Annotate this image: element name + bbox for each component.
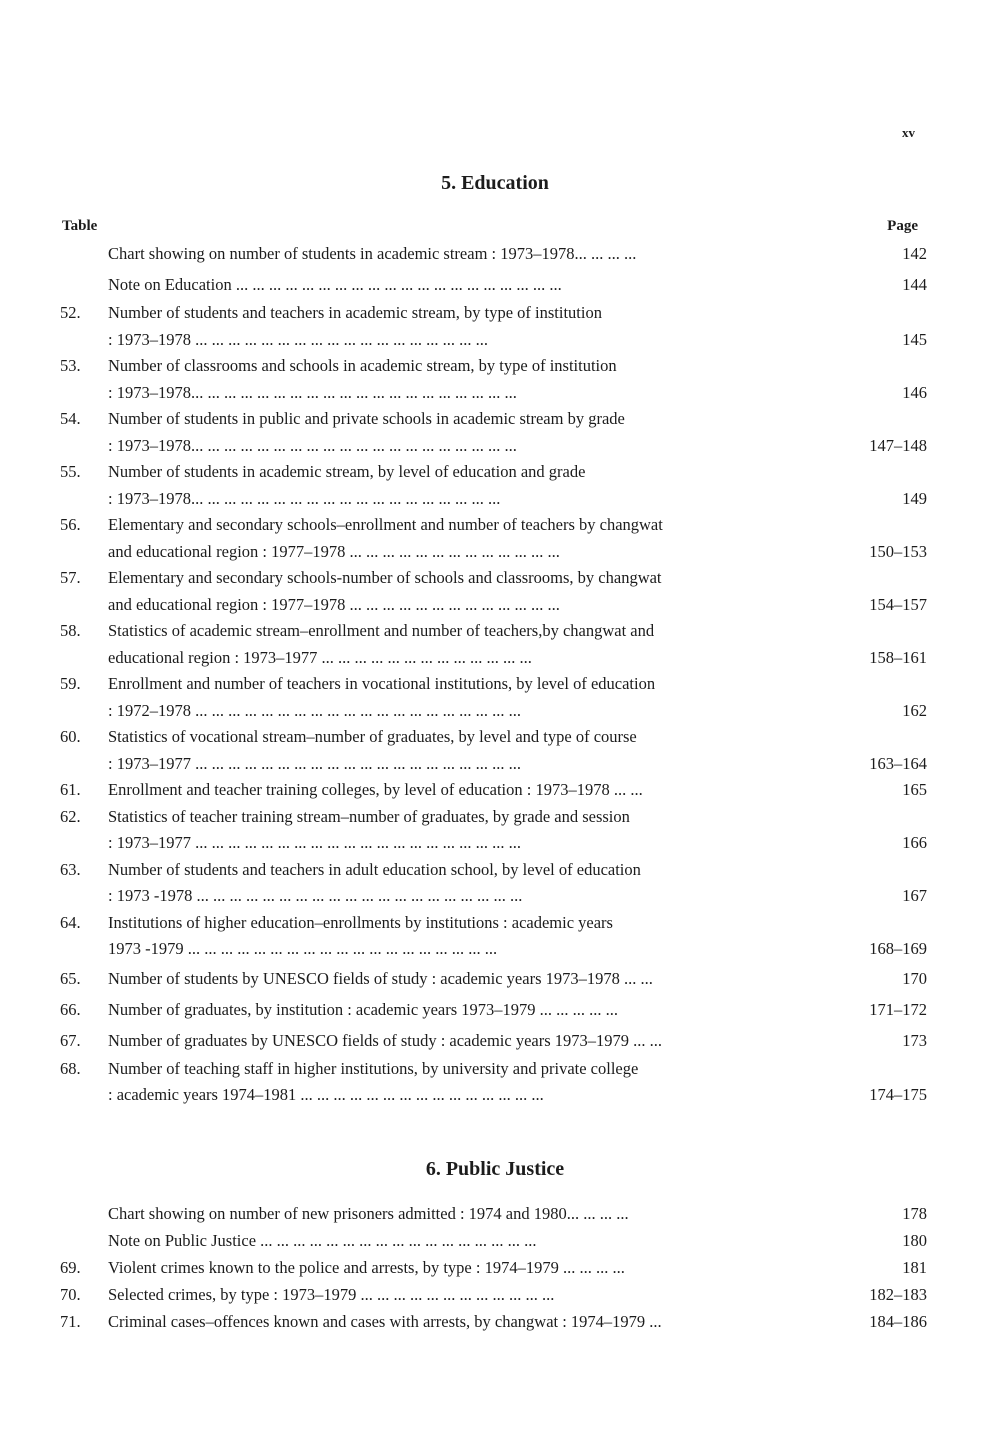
toc-table-number: 66. xyxy=(60,999,81,1019)
toc-table-number: 60. xyxy=(60,727,81,746)
toc-entry xyxy=(0,698,990,725)
toc-entry xyxy=(0,592,990,619)
toc-page-number: 170 xyxy=(902,968,927,988)
toc-entry xyxy=(0,645,990,672)
toc-entry xyxy=(0,1308,990,1335)
toc-page-number: 173 xyxy=(902,1030,927,1050)
toc-page-number: 165 xyxy=(902,780,927,799)
section-title-education: 5. Education xyxy=(441,172,549,194)
toc-page-number: 142 xyxy=(902,244,927,263)
toc-table-number: 69. xyxy=(60,1258,81,1277)
toc-entry xyxy=(0,724,990,751)
toc-entry-title: Number of teaching staff in higher institutions, by university and private college xyxy=(108,1058,639,1078)
toc-entry-title: Enrollment and number of teachers in vocational institutions, by level of education xyxy=(108,674,656,693)
toc-table-number: 68. xyxy=(60,1058,81,1078)
toc-entry-title: Number of graduates by UNESCO fields of study : academic years 1973–1979 ... ... xyxy=(108,1030,663,1050)
toc-entry-title: and educational region : 1977–1978 ... ... ... ... ... ... ... ... ... ... ... ... ... xyxy=(108,594,560,614)
toc-table-number: 61. xyxy=(60,780,81,799)
toc-entry-title: : 1972–1978 ... ... ... ... ... ... ... ... ... ... ... ... ... ... ... ... ... ... ... ... xyxy=(108,700,521,720)
toc-entry xyxy=(0,512,990,539)
toc-entry-title: Enrollment and teacher training colleges, by level of education : 1973–1978 ... ... xyxy=(108,780,643,799)
toc-entry xyxy=(0,1227,990,1254)
toc-entry-title: Criminal cases–offences known and cases with arrests, by changwat : 1974–1979 ... xyxy=(108,1312,662,1331)
toc-entry xyxy=(0,963,990,994)
toc-table-number: 57. xyxy=(60,568,81,587)
toc-entry-title: Institutions of higher education–enrollments by institutions : academic years xyxy=(108,912,613,932)
toc-page-number: 171–172 xyxy=(869,999,927,1019)
toc-entry-title: Selected crimes, by type : 1973–1979 ... ... ... ... ... ... ... ... ... ... ... ... xyxy=(108,1285,555,1304)
toc-entry-title: Chart showing on number of students in academic stream : 1973–1978... ... ... ... xyxy=(108,244,637,263)
toc-table-number: 65. xyxy=(60,968,81,988)
column-header-table: Table xyxy=(62,218,98,234)
toc-page-number: 167 xyxy=(902,886,927,905)
toc-page-number: 163–164 xyxy=(869,753,927,773)
toc-entry-title: Number of students by UNESCO fields of study : academic years 1973–1978 ... ... xyxy=(108,968,653,988)
toc-table-number: 70. xyxy=(60,1285,81,1304)
toc-page-number: 168–169 xyxy=(869,939,927,958)
toc-table-number: 63. xyxy=(60,859,81,879)
toc-table-number: 54. xyxy=(60,409,81,428)
toc-entry xyxy=(0,618,990,645)
toc-entry xyxy=(0,1056,990,1083)
toc-entry xyxy=(0,269,990,300)
toc-entry-title: Number of classrooms and schools in academic stream, by type of institution xyxy=(108,356,617,375)
toc-entry xyxy=(0,406,990,433)
toc-entry-title: Number of students in public and private schools in academic stream by grade xyxy=(108,409,625,428)
toc-page-number: 146 xyxy=(902,382,927,402)
toc-entry xyxy=(0,830,990,857)
toc-table-number: 52. xyxy=(60,303,81,322)
toc-table-number: 53. xyxy=(60,356,81,375)
page-number: xv xyxy=(902,125,915,140)
toc-entry-title: educational region : 1973–1977 ... ... ... ... ... ... ... ... ... ... ... ... ... xyxy=(108,647,532,667)
toc-entry xyxy=(0,751,990,778)
toc-page-number: 162 xyxy=(902,700,927,720)
toc-page-number: 174–175 xyxy=(869,1085,927,1104)
toc-entry-title: : 1973–1977 ... ... ... ... ... ... ... ... ... ... ... ... ... ... ... ... ... ... ... ... xyxy=(108,833,521,852)
toc-entry-title: Number of students in academic stream, by level of education and grade xyxy=(108,462,586,481)
toc-page-number: 181 xyxy=(902,1258,927,1277)
toc-entry xyxy=(0,1200,990,1227)
toc-page-number: 145 xyxy=(902,329,927,349)
toc-entry-title: Statistics of teacher training stream–number of graduates, by grade and session xyxy=(108,806,630,826)
toc-entry-title: : 1973–1978 ... ... ... ... ... ... ... ... ... ... ... ... ... ... ... ... ... ... xyxy=(108,329,488,349)
toc-entry xyxy=(0,238,990,269)
toc-entry xyxy=(0,1281,990,1308)
toc-entry-title: Elementary and secondary schools–enrollment and number of teachers by changwat xyxy=(108,515,663,534)
toc-table-number: 59. xyxy=(60,674,81,693)
toc-entry-title: Number of graduates, by institution : academic years 1973–1979 ... ... ... ... ... xyxy=(108,999,619,1019)
toc-entry xyxy=(0,433,990,460)
toc-table-number: 55. xyxy=(60,462,81,481)
toc-page-number: 149 xyxy=(902,488,927,508)
public-justice-contents-list xyxy=(0,1200,990,1335)
toc-entry-title: 1973 -1979 ... ... ... ... ... ... ... ... ... ... ... ... ... ... ... ... ... ... ... xyxy=(108,939,498,958)
toc-entry xyxy=(0,936,990,963)
toc-entry xyxy=(0,327,990,354)
section-title-public-justice: 6. Public Justice xyxy=(425,1158,565,1180)
toc-page-number: 178 xyxy=(902,1204,927,1223)
toc-entry-title: : 1973–1978... ... ... ... ... ... ... ... ... ... ... ... ... ... ... ... ... ... ... xyxy=(108,488,501,508)
toc-page-number: 184–186 xyxy=(869,1312,927,1331)
toc-page-number: 150–153 xyxy=(869,541,927,561)
toc-entry-title: Note on Education ... ... ... ... ... ... ... ... ... ... ... ... ... ... ... ... ... ... ... ... xyxy=(108,275,562,294)
toc-entry xyxy=(0,857,990,884)
toc-entry-title: Note on Public Justice ... ... ... ... ... ... ... ... ... ... ... ... ... ... ... ... ... xyxy=(108,1231,537,1250)
education-contents-list xyxy=(0,238,990,1109)
toc-entry xyxy=(0,1082,990,1109)
toc-entry xyxy=(0,1254,990,1281)
column-header-page: Page xyxy=(887,218,918,234)
toc-entry xyxy=(0,777,990,804)
toc-entry xyxy=(0,300,990,327)
toc-entry xyxy=(0,353,990,380)
toc-entry xyxy=(0,459,990,486)
toc-table-number: 62. xyxy=(60,806,81,826)
toc-entry xyxy=(0,380,990,407)
toc-entry xyxy=(0,1025,990,1056)
toc-entry xyxy=(0,539,990,566)
toc-entry-title: : 1973–1977 ... ... ... ... ... ... ... ... ... ... ... ... ... ... ... ... ... ... ... ... xyxy=(108,753,521,773)
toc-table-number: 56. xyxy=(60,515,81,534)
toc-entry-title: Chart showing on number of new prisoners admitted : 1974 and 1980... ... ... ... xyxy=(108,1204,629,1223)
toc-entry-title: Violent crimes known to the police and arrests, by type : 1974–1979 ... ... ... ... xyxy=(108,1258,625,1277)
toc-entry xyxy=(0,883,990,910)
toc-table-number: 58. xyxy=(60,621,81,640)
toc-entry-title: Number of students and teachers in adult education school, by level of education xyxy=(108,859,641,879)
toc-page-number: 154–157 xyxy=(869,594,927,614)
toc-entry xyxy=(0,994,990,1025)
toc-entry-title: : 1973–1978... ... ... ... ... ... ... ... ... ... ... ... ... ... ... ... ... ... ... ... xyxy=(108,435,517,455)
toc-entry-title: Elementary and secondary schools-number of schools and classrooms, by changwat xyxy=(108,568,662,587)
toc-entry xyxy=(0,910,990,937)
toc-entry xyxy=(0,671,990,698)
toc-page-number: 166 xyxy=(902,833,927,852)
toc-page-number: 158–161 xyxy=(869,647,927,667)
toc-table-number: 64. xyxy=(60,912,81,932)
toc-table-number: 67. xyxy=(60,1030,81,1050)
toc-entry xyxy=(0,486,990,513)
toc-entry-title: Statistics of vocational stream–number of graduates, by level and type of course xyxy=(108,727,637,746)
toc-entry xyxy=(0,565,990,592)
toc-entry-title: Number of students and teachers in academic stream, by type of institution xyxy=(108,303,602,322)
toc-entry-title: : 1973–1978... ... ... ... ... ... ... ... ... ... ... ... ... ... ... ... ... ... ... ... xyxy=(108,382,517,402)
toc-entry xyxy=(0,804,990,831)
toc-entry-title: : academic years 1974–1981 ... ... ... ... ... ... ... ... ... ... ... ... ... ... ... xyxy=(108,1085,544,1104)
toc-page-number: 182–183 xyxy=(869,1285,927,1304)
toc-page-number: 180 xyxy=(902,1231,927,1250)
toc-page-number: 147–148 xyxy=(869,435,927,455)
toc-entry-title: and educational region : 1977–1978 ... ... ... ... ... ... ... ... ... ... ... ... ... xyxy=(108,541,560,561)
toc-table-number: 71. xyxy=(60,1312,81,1331)
toc-page-number: 144 xyxy=(902,275,927,294)
toc-entry-title: Statistics of academic stream–enrollment and number of teachers,by changwat and xyxy=(108,621,655,640)
toc-entry-title: : 1973 -1978 ... ... ... ... ... ... ... ... ... ... ... ... ... ... ... ... ... ... ... ... xyxy=(108,886,523,905)
